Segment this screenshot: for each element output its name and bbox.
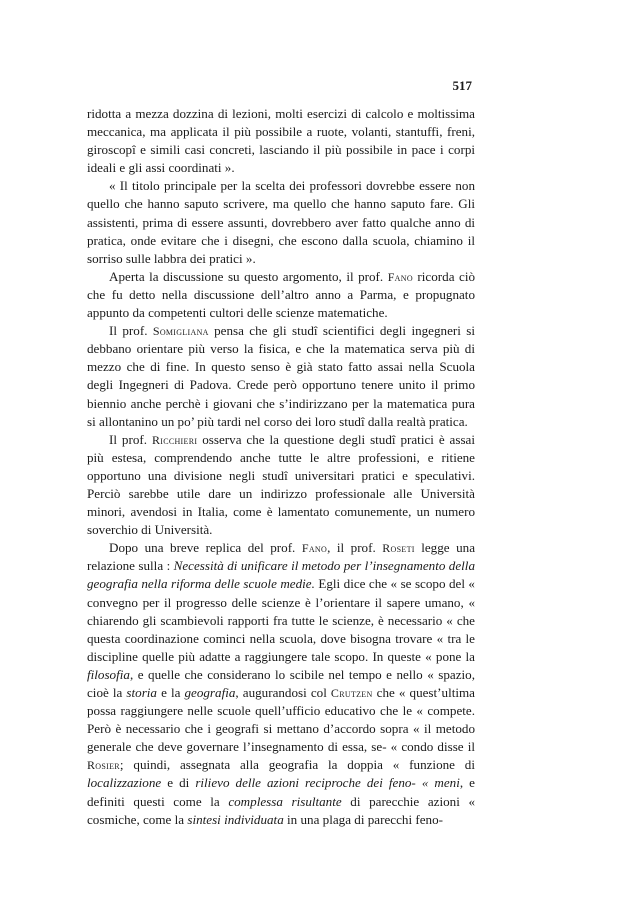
emphasis-text: complessa risultante xyxy=(228,793,342,809)
text-run: Il prof. xyxy=(109,431,152,447)
emphasis-text: sintesi individuata xyxy=(187,811,284,827)
text-run: che « quest’ultima possa raggiungere nelle scuole quell’ufficio educativo che le « compete. Però è necessario che i geografi si mettano d’accordo sopra « il metodo generale che deve governare l’insegnamento di essa, se- « condo disse il xyxy=(87,685,475,755)
text-run: , e definiti questi come la xyxy=(87,775,475,809)
text-run: ricorda ciò che fu detto nella discussione dell’altro anno a Parma, e propugnato appunto da competenti cultori delle scienze matematiche. xyxy=(87,268,476,321)
paragraph xyxy=(87,177,475,267)
text-run: di parecchie azioni « cosmiche, come la xyxy=(87,793,475,827)
text-run: Egli dice che « se scopo del « convegno per il progresso delle scienze è l’orientare il sapere umano, « chiarendo gli scambievoli rapporti fra tutte le scienze, è necessario « che questa coordinazione cominci nella scuola, dove bisogna trovare « tra le discipline quelle più adatte a raggiungere tale scopo. In queste « pone la xyxy=(87,576,475,664)
emphasis-text: localizzazione xyxy=(87,775,162,791)
person-name: Ricchieri xyxy=(151,432,198,447)
paragraph xyxy=(87,539,475,829)
person-name: Roseti xyxy=(382,541,415,556)
paragraph xyxy=(87,431,475,540)
text-run: legge una relazione sulla : xyxy=(87,540,476,574)
person-name: Fano xyxy=(301,541,328,556)
text-run: in una plaga di parecchi feno- xyxy=(283,811,443,827)
person-name: Fano xyxy=(387,269,413,284)
emphasis-text: Necessità di unificare il metodo per l’insegnamento della geografia nella riforma delle scuole medie. xyxy=(87,558,475,592)
person-name: Crutzen xyxy=(330,686,373,700)
person-name: Somigliana xyxy=(152,324,209,339)
text-run: pensa che gli studî scientifici degli ingegneri si debbano orientare più verso la fisica, e che la matematica serva più di mezzo che di fine. In questo senso è già stato fatto assai nella Scuola degli Ingegneri di Padova. Crede però opportuno tenere unito il primo biennio anche perchè i giovani che s’indirizzano per la matematica pura si allontanino un po’ più tardi nel corso dei loro studî dalla realtà pratica. xyxy=(87,323,475,429)
person-name: Rosier xyxy=(87,758,120,773)
text-run: « Il titolo principale per la scelta dei professori dovrebbe essere non quello che hanno saputo scrivere, ma quello che hanno saputo fare. Gli assistenti, prima di essere assunti, dovrebbero aver fatto qualche anno di pratica, onde evitare che i disegni, che escono dalla scuola, chiamino il sorriso sulle labbra dei pratici ». xyxy=(87,178,475,266)
page-number: 517 xyxy=(452,78,472,93)
text-run: e la xyxy=(156,685,185,700)
emphasis-text: geografia xyxy=(184,685,236,700)
text-run: Il prof. xyxy=(109,323,153,339)
emphasis-text: rilievo delle azioni reciproche dei feno- « meni xyxy=(195,775,460,791)
text-run: e di xyxy=(161,775,196,791)
emphasis-text: filosofia xyxy=(87,666,130,682)
text-run: Aperta la discussione su questo argomento, il prof. xyxy=(109,268,388,284)
text-run: ridotta a mezza dozzina di lezioni, molti esercizi di calcolo e moltissima meccanica, ma applicata il più possibile a ruote, volanti, stantuffi, freni, giroscopî e simili casi concreti, lasciando il più possibile in pace i corpi ideali e gli assi coordinati ». xyxy=(87,106,475,176)
paragraph xyxy=(87,105,475,177)
text-run: osserva che la questione degli studî pratici è assai più estesa, comprendendo anche tutte le altre professioni, e ritiene opportuno una divisione negli studî universitari pratici e speculativi. Perciò sarebbe utile dare un indirizzo professionale alle Università minori, avendosi in Italia, come è lamentato comunemente, un numero soverchio di Università. xyxy=(87,431,476,538)
paragraph xyxy=(87,268,475,322)
text-run: Dopo una breve replica del prof. xyxy=(109,540,302,556)
text-run: , il prof. xyxy=(327,540,383,556)
text-run: , augurandosi col xyxy=(235,685,331,700)
emphasis-text: storia xyxy=(126,685,157,700)
paragraph xyxy=(87,322,475,431)
text-run: , e quelle che considerano lo scibile nel tempo e nello « spazio, cioè la xyxy=(87,666,475,700)
text-run: ; quindi, assegnata alla geografia la doppia « funzione di xyxy=(119,757,475,773)
body-text xyxy=(87,105,475,829)
